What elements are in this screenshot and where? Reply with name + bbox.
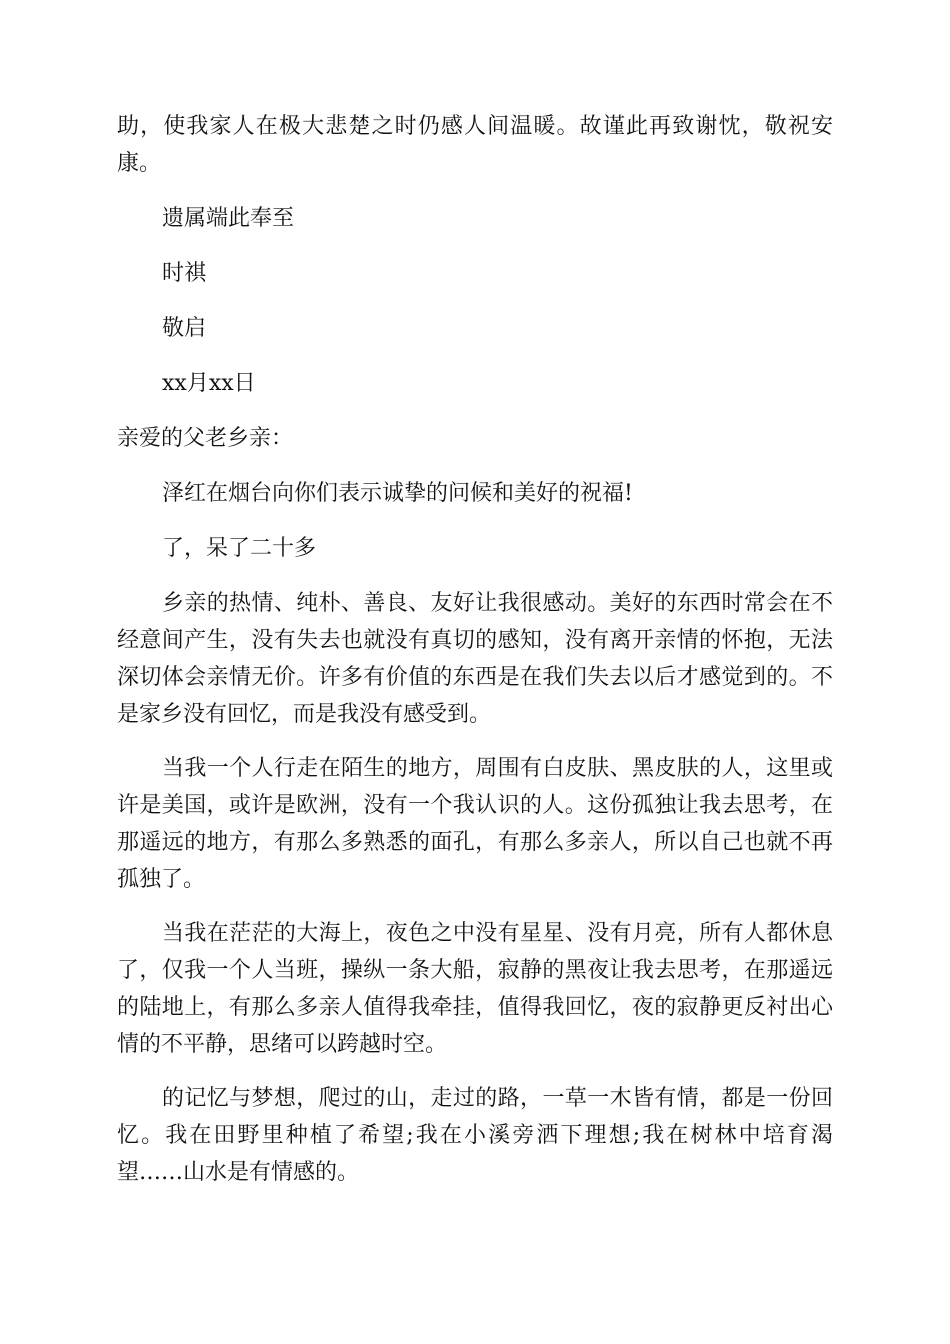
document-page [117,108,833,1191]
paragraph-sea-night: 当我在茫茫的大海上，夜色之中没有星星、没有月亮，所有人都休息了，仅我一个人当班，操纵一条大船，寂静的黑夜让我去思考，在那遥远的陆地上，有那么多亲人值得我牵挂，值得我回忆，夜的寂静更反衬出心情的不平静，思绪可以跨越时空。 [117,921,833,1057]
letter-greeting: 亲爱的父老乡亲： [117,426,294,451]
paragraph-hometown-feelings: 乡亲的热情、纯朴、善良、友好让我很感动。美好的东西时常会在不经意间产生，没有失去也就没有真切的感知，没有离开亲情的怀抱，无法深切体会亲情无价。许多有价值的东西是在我们失去以后才感觉到的。不是家乡没有回忆，而是我没有感受到。 [117,591,833,727]
paragraph-abroad-loneliness: 当我一个人行走在陌生的地方，周围有白皮肤、黑皮肤的人，这里或许是美国，或许是欧洲，没有一个我认识的人。这份孤独让我去思考，在那遥远的地方，有那么多熟悉的面孔，有那么多亲人，所以自己也就不再孤独了。 [117,756,833,892]
salutation-jingqi: 敬启 [162,316,207,341]
paragraph-fragment: 了，呆了二十多 [162,536,317,561]
date-line: xx月xx日 [162,371,256,396]
salutation-shiqi: 时祺 [162,261,207,286]
signature-line-family: 遗属端此奉至 [162,206,295,231]
paragraph-closing-thanks: 助，使我家人在极大悲楚之时仍感人间温暖。故谨此再致谢忱，敬祝安康。 [117,114,833,176]
paragraph-memories-dreams: 的记忆与梦想，爬过的山，走过的路，一草一木皆有情，都是一份回忆。我在田野里种植了希望;我在小溪旁洒下理想;我在树林中培育渴望……山水是有情感的。 [117,1086,833,1185]
paragraph-greeting-wishes: 泽红在烟台向你们表示诚挚的问候和美好的祝福! [162,481,633,506]
